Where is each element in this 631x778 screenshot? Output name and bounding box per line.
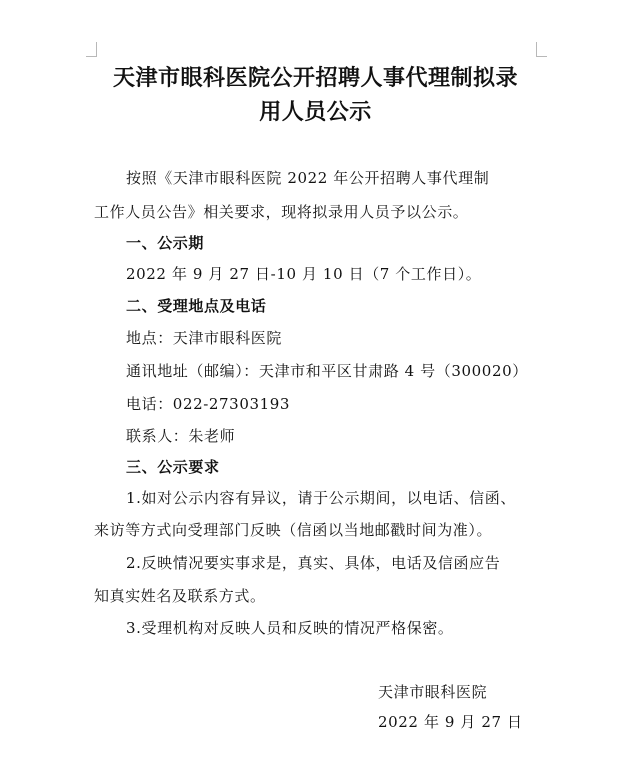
requirement-1-line-2: 来访等方式向受理部门反映（信函以当地邮戳时间为准）。 [94,521,493,539]
section-3-heading: 三、公示要求 [126,458,220,476]
requirement-1-line-1: 1.如对公示内容有异议，请于公示期间，以电话、信函、 [126,489,516,507]
publicity-period: 2022 年 9 月 27 日-10 月 10 日（7 个工作日）。 [126,265,482,283]
mailing-address: 通讯地址（邮编）：天津市和平区甘肃路 4 号（300020） [126,362,528,380]
document-title-line-1: 天津市眼科医院公开招聘人事代理制拟录 [112,65,518,91]
signature-organization: 天津市眼科医院 [378,683,488,701]
section-2-heading: 二、受理地点及电话 [126,297,267,315]
requirement-2-line-1: 2.反映情况要实事求是，真实、具体，电话及信函应告 [126,554,501,572]
requirement-3: 3.受理机构对反映人员和反映的情况严格保密。 [126,619,454,637]
crop-mark-top-right [536,42,547,57]
location-text: 地点：天津市眼科医院 [126,329,283,347]
phone-number: 电话：022-27303193 [126,395,291,413]
contact-person: 联系人：朱老师 [126,427,236,445]
intro-line-2: 工作人员公告》相关要求，现将拟录用人员予以公示。 [94,203,469,221]
document-title-line-2: 用人员公示 [259,99,372,125]
requirement-2-line-2: 知真实姓名及联系方式。 [94,587,266,605]
crop-mark-top-left [86,42,97,57]
intro-line-1: 按照《天津市眼科医院 2022 年公开招聘人事代理制 [126,169,490,187]
section-1-heading: 一、公示期 [126,234,205,252]
signature-date: 2022 年 9 月 27 日 [378,713,523,731]
